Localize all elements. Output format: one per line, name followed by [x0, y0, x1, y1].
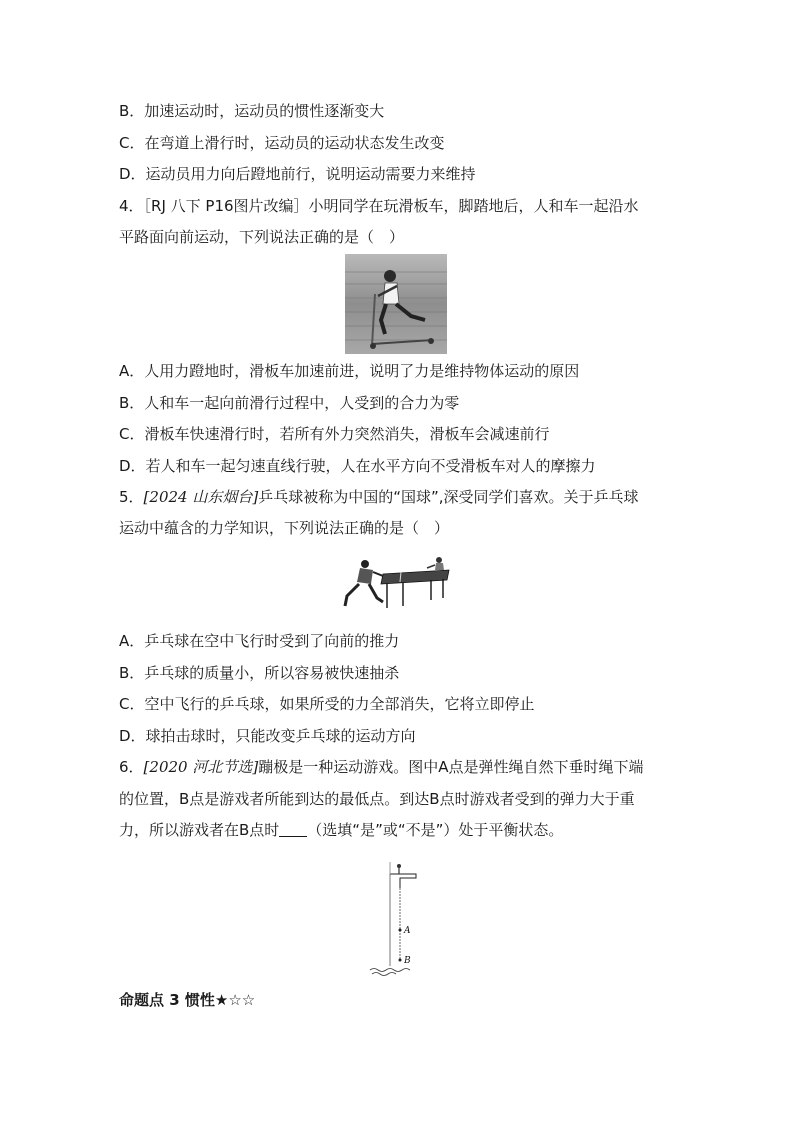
q5-option-c: C．空中飞行的乒乓球，如果所受的力全部消失，它将立即停止	[119, 695, 535, 713]
answer-blank[interactable]	[279, 822, 307, 837]
section-heading: 命题点 3 惯性★☆☆	[119, 991, 256, 1009]
q5-source: [2024 山东烟台]	[143, 488, 259, 506]
q5-stem-rest: 乒乓球被称为中国的“国球”,深受同学们喜欢。关于乒乓球	[258, 488, 639, 506]
bungee-diagram	[366, 856, 426, 978]
q5-option-d: D．球拍击球时，只能改变乒乓球的运动方向	[119, 727, 416, 745]
q6-stem-line3	[119, 820, 563, 840]
q4-stem-line2: 平路面向前运动，下列说法正确的是（ ）	[119, 228, 405, 246]
q6-line3-pre: 力，所以游戏者在B点时	[119, 821, 280, 839]
q4-stem-line1: 4．［RJ 八下 P16图片改编］小明同学在玩滑板车，脚踏地后，人和车一起沿水	[119, 197, 639, 215]
ping-pong-image	[343, 556, 451, 612]
q3-option-d: D．运动员用力向后蹬地前行，说明运动需要力来维持	[119, 165, 476, 183]
label-a: A	[404, 926, 411, 936]
q5-option-a: A．乒乓球在空中飞行时受到了向前的推力	[119, 632, 400, 650]
q3-option-c: C．在弯道上滑行时，运动员的运动状态发生改变	[119, 134, 445, 152]
q6-number: 6．	[119, 758, 144, 776]
q5-stem-line2: 运动中蕴含的力学知识，下列说法正确的是（ ）	[119, 519, 450, 537]
q4-option-c: C．滑板车快速滑行时，若所有外力突然消失，滑板车会减速前行	[119, 425, 550, 443]
label-b: B	[404, 956, 411, 966]
q3-option-b: B．加速运动时，运动员的惯性逐渐变大	[119, 102, 385, 120]
q4-option-a: A．人用力蹬地时，滑板车加速前进，说明了力是维持物体运动的原因	[119, 362, 580, 380]
q6-line3-post: （选填“是”或“不是”）处于平衡状态。	[307, 821, 564, 839]
q6-stem-line1	[119, 757, 643, 777]
q5-number: 5．	[119, 488, 144, 506]
scooter-boy-image	[345, 254, 447, 354]
q4-option-b: B．人和车一起向前滑行过程中，人受到的合力为零	[119, 394, 460, 412]
q6-source: [2020 河北节选]	[143, 758, 259, 776]
q6-line1-rest: 蹦极是一种运动游戏。图中A点是弹性绳自然下垂时绳下端	[258, 758, 644, 776]
q5-option-b: B．乒乓球的质量小，所以容易被快速抽杀	[119, 664, 400, 682]
q4-option-d: D．若人和车一起匀速直线行驶，人在水平方向不受滑板车对人的摩擦力	[119, 457, 596, 475]
q6-stem-line2: 的位置，B点是游戏者所能到达的最低点。到达B点时游戏者受到的弹力大于重	[119, 790, 635, 808]
q5-stem-line1	[119, 487, 639, 507]
